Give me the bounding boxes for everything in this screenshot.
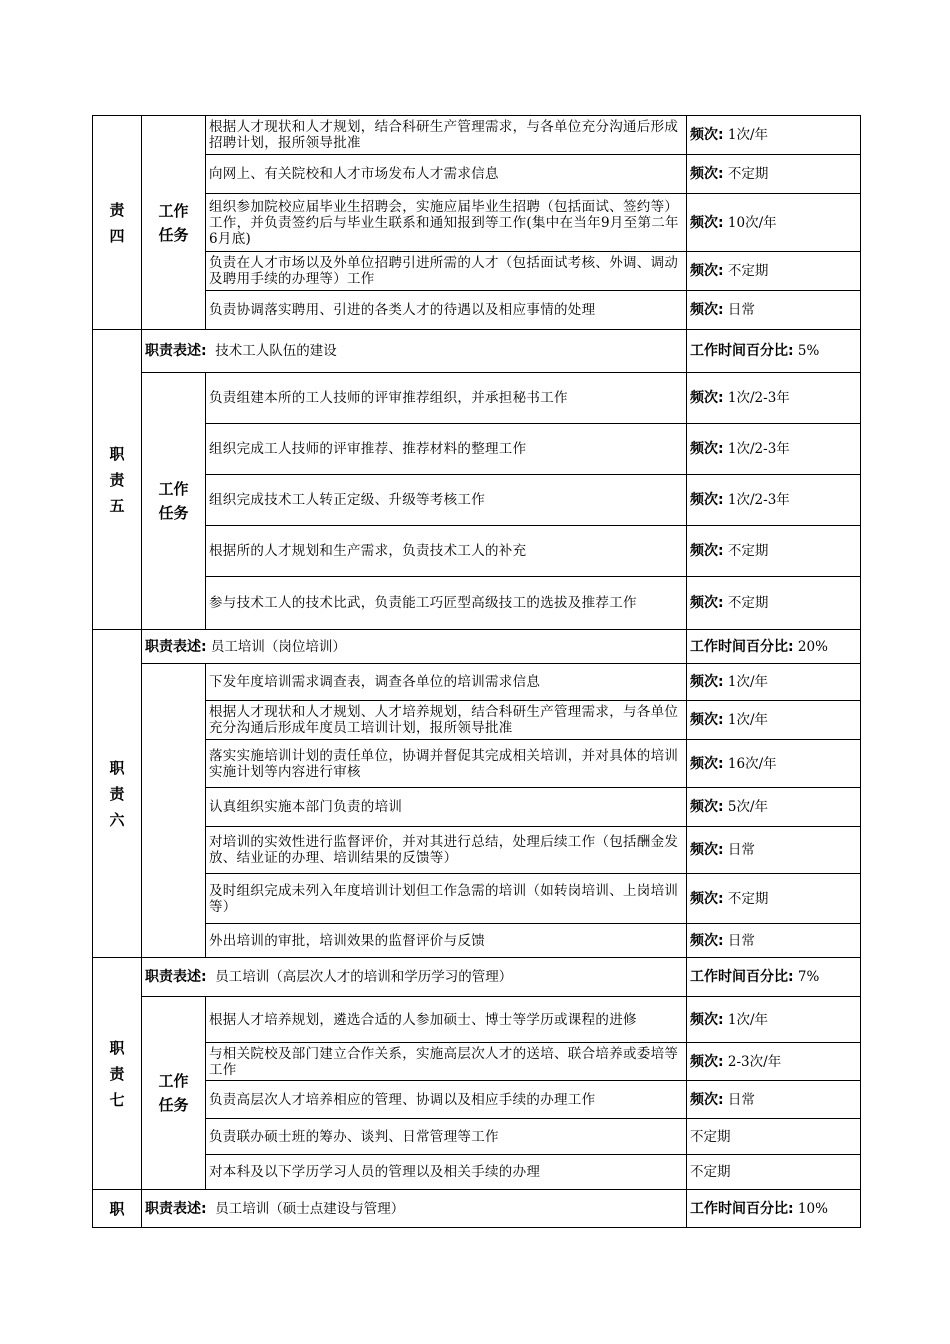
task-text: 参与技术工人的技术比武，负责能工巧匠型高级技工的选拔及推荐工作 [206,577,687,630]
task-text: 组织参加院校应届毕业生招聘会，实施应届毕业生招聘（包括面试、签约等）工作，并负责签约后与毕业生联系和通知报到等工作(集中在当年9月至第二年6月底) [206,194,687,252]
task-text: 下发年度培训需求调查表，调查各单位的培训需求信息 [206,664,687,701]
task-frequency: 频次: 日常 [687,827,861,874]
duty-6-time-percent: 工作时间百分比: 20% [687,630,861,664]
task-frequency: 频次: 不定期 [687,874,861,924]
task-frequency: 频次: 日常 [687,1081,861,1119]
task-frequency: 频次: 日常 [687,924,861,958]
task-text: 认真组织实施本部门负责的培训 [206,788,687,827]
task-text: 根据人才现状和人才规划，结合科研生产管理需求，与各单位充分沟通后形成招聘计划，报所领导批准 [206,116,687,155]
task-text: 负责协调落实聘用、引进的各类人才的待遇以及相应事情的处理 [206,291,687,330]
task-frequency: 频次: 不定期 [687,252,861,291]
duty-8-description: 职责表述: 员工培训（硕士点建设与管理） [142,1190,687,1228]
task-frequency: 不定期 [687,1155,861,1190]
task-frequency: 频次: 1次/2-3年 [687,373,861,424]
task-text: 对本科及以下学历学习人员的管理以及相关手续的办理 [206,1155,687,1190]
task-frequency: 频次: 16次/年 [687,740,861,788]
task-frequency: 频次: 不定期 [687,577,861,630]
task-frequency: 频次: 1次/年 [687,701,861,740]
task-frequency: 频次: 日常 [687,291,861,330]
work-task-label: 工作 任务 [142,116,206,330]
task-frequency: 频次: 1次/年 [687,997,861,1043]
task-text: 负责在人才市场以及外单位招聘引进所需的人才（包括面试考核、外调、调动及聘用手续的办理等）工作 [206,252,687,291]
task-text: 负责联办硕士班的筹办、谈判、日常管理等工作 [206,1119,687,1155]
task-text: 组织完成技术工人转正定级、升级等考核工作 [206,475,687,526]
duty-6-label: 职 责 六 [93,630,142,958]
work-task-label-empty [142,664,206,958]
duty-5-time-percent: 工作时间百分比: 5% [687,330,861,373]
task-text: 与相关院校及部门建立合作关系，实施高层次人才的送培、联合培养或委培等工作 [206,1043,687,1081]
task-text: 负责组建本所的工人技师的评审推荐组织，并承担秘书工作 [206,373,687,424]
work-task-label: 工作 任务 [142,373,206,630]
task-frequency: 频次: 5次/年 [687,788,861,827]
task-text: 及时组织完成未列入年度培训计划但工作急需的培训（如转岗培训、上岗培训等） [206,874,687,924]
task-frequency: 频次: 10次/年 [687,194,861,252]
task-frequency: 频次: 2-3次/年 [687,1043,861,1081]
duty-6-description: 职责表述: 员工培训（岗位培训） [142,630,687,664]
task-text: 向网上、有关院校和人才市场发布人才需求信息 [206,155,687,194]
task-text: 根据所的人才规划和生产需求，负责技术工人的补充 [206,526,687,577]
duty-5-description: 职责表述: 技术工人队伍的建设 [142,330,687,373]
task-text: 组织完成工人技师的评审推荐、推荐材料的整理工作 [206,424,687,475]
task-frequency: 频次: 不定期 [687,526,861,577]
work-task-label: 工作 任务 [142,997,206,1190]
task-text: 根据人才培养规划，遴选合适的人参加硕士、博士等学历或课程的进修 [206,997,687,1043]
task-frequency: 频次: 1次/年 [687,664,861,701]
task-text: 对培训的实效性进行监督评价，并对其进行总结，处理后续工作（包括酬金发放、结业证的办理、培训结果的反馈等） [206,827,687,874]
task-text: 落实实施培训计划的责任单位，协调并督促其完成相关培训，并对具体的培训实施计划等内容进行审核 [206,740,687,788]
task-frequency: 不定期 [687,1119,861,1155]
duty-7-label: 职 责 七 [93,958,142,1190]
task-text: 根据人才现状和人才规划、人才培养规划，结合科研生产管理需求，与各单位充分沟通后形成年度员工培训计划，报所领导批准 [206,701,687,740]
duty-5-label: 职 责 五 [93,330,142,630]
duty-7-time-percent: 工作时间百分比: 7% [687,958,861,997]
duty-4-label: 责 四 [93,116,142,330]
task-frequency: 频次: 1次/2-3年 [687,424,861,475]
task-frequency: 频次: 1次/年 [687,116,861,155]
task-frequency: 频次: 不定期 [687,155,861,194]
duty-7-description: 职责表述: 员工培训（高层次人才的培训和学历学习的管理） [142,958,687,997]
task-text: 负责高层次人才培养相应的管理、协调以及相应手续的办理工作 [206,1081,687,1119]
task-text: 外出培训的审批，培训效果的监督评价与反馈 [206,924,687,958]
duty-table [92,115,861,1228]
duty-8-time-percent: 工作时间百分比: 10% [687,1190,861,1228]
task-frequency: 频次: 1次/2-3年 [687,475,861,526]
duty-8-label: 职 [93,1190,142,1228]
